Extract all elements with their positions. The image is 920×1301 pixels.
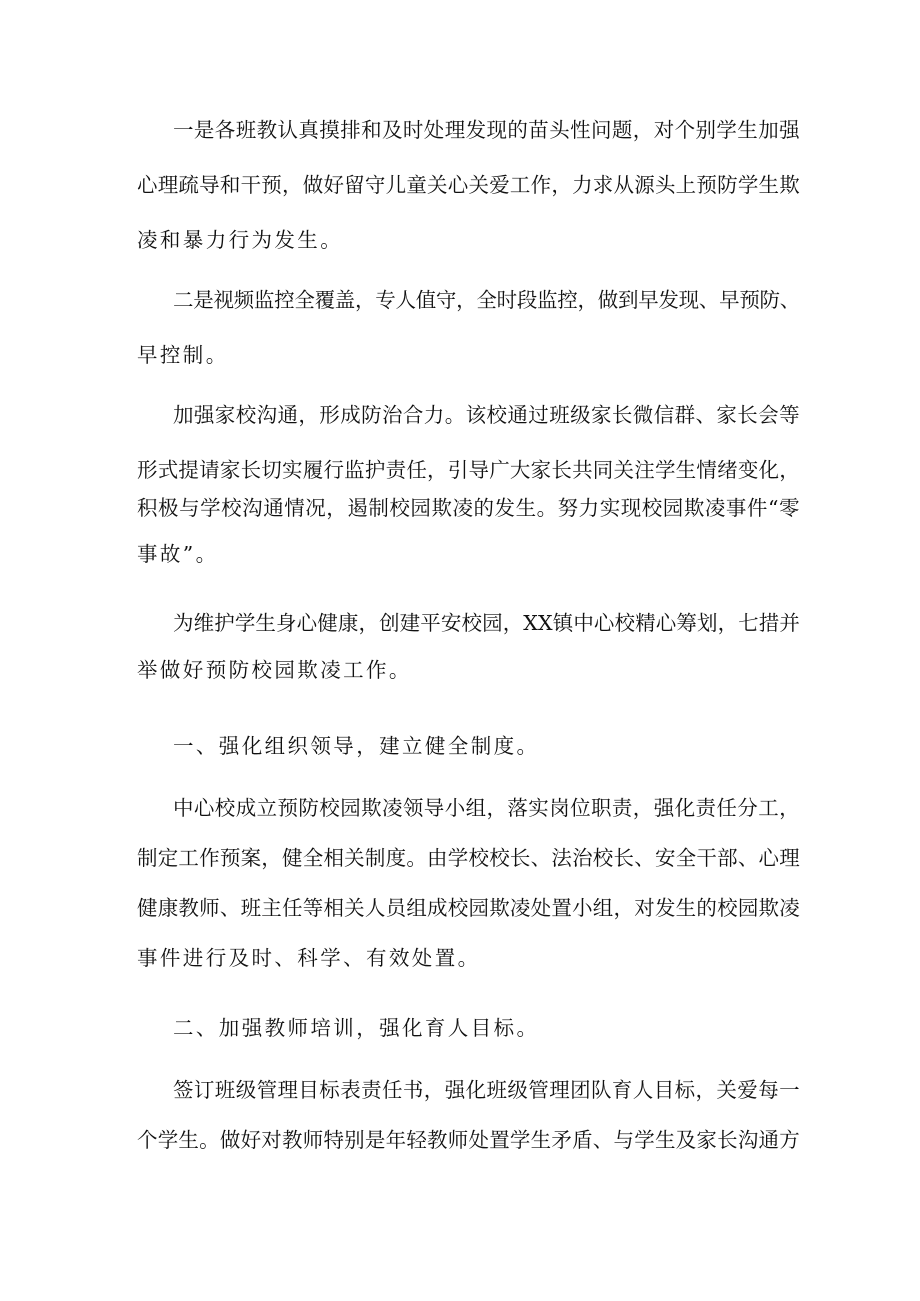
paragraph-line: 个学生。做好对教师特别是年轻教师处置学生矛盾、与学生及家长沟通方 <box>137 1128 800 1152</box>
paragraph-line: 签订班级管理目标表责任书，强化班级管理团队育人目标，关爱每一 <box>173 1078 800 1102</box>
paragraph-line: 积极与学校沟通情况，遏制校园欺凌的发生。努力实现校园欺凌事件“零 <box>137 496 800 520</box>
paragraph-line: 凌和暴力行为发生。 <box>137 228 344 252</box>
paragraph-line: 二是视频监控全覆盖，专人值守，全时段监控，做到早发现、早预防、 <box>173 288 800 312</box>
paragraph-line: 早控制。 <box>137 343 229 367</box>
paragraph-line: 事故”。 <box>137 542 219 566</box>
paragraph-line: 制定工作预案，健全相关制度。由学校校长、法治校长、安全干部、心理 <box>137 846 800 870</box>
section-heading: 一、强化组织领导，建立健全制度。 <box>173 734 540 758</box>
paragraph-line: 心理疏导和干预，做好留守儿童关心关爱工作，力求从源头上预防学生欺 <box>137 173 800 197</box>
paragraph-line: 加强家校沟通，形成防治合力。该校通过班级家长微信群、家长会等 <box>173 403 800 427</box>
paragraph-line: 形式提请家长切实履行监护责任，引导广大家长共同关注学生情绪变化， <box>137 458 800 482</box>
paragraph-line: 举做好预防校园欺凌工作。 <box>137 658 412 682</box>
section-heading: 二、加强教师培训，强化育人目标。 <box>173 1016 540 1040</box>
paragraph-line: 为维护学生身心健康，创建平安校园，XX镇中心校精心筹划，七措并 <box>173 611 800 635</box>
paragraph-line: 健康教师、班主任等相关人员组成校园欺凌处置小组，对发生的校园欺凌 <box>137 896 800 920</box>
paragraph-line: 事件进行及时、科学、有效处置。 <box>137 946 481 970</box>
paragraph-line: 一是各班教认真摸排和及时处理发现的苗头性问题，对个别学生加强 <box>173 118 800 142</box>
paragraph-line: 中心校成立预防校园欺凌领导小组，落实岗位职责，强化责任分工， <box>173 796 800 820</box>
